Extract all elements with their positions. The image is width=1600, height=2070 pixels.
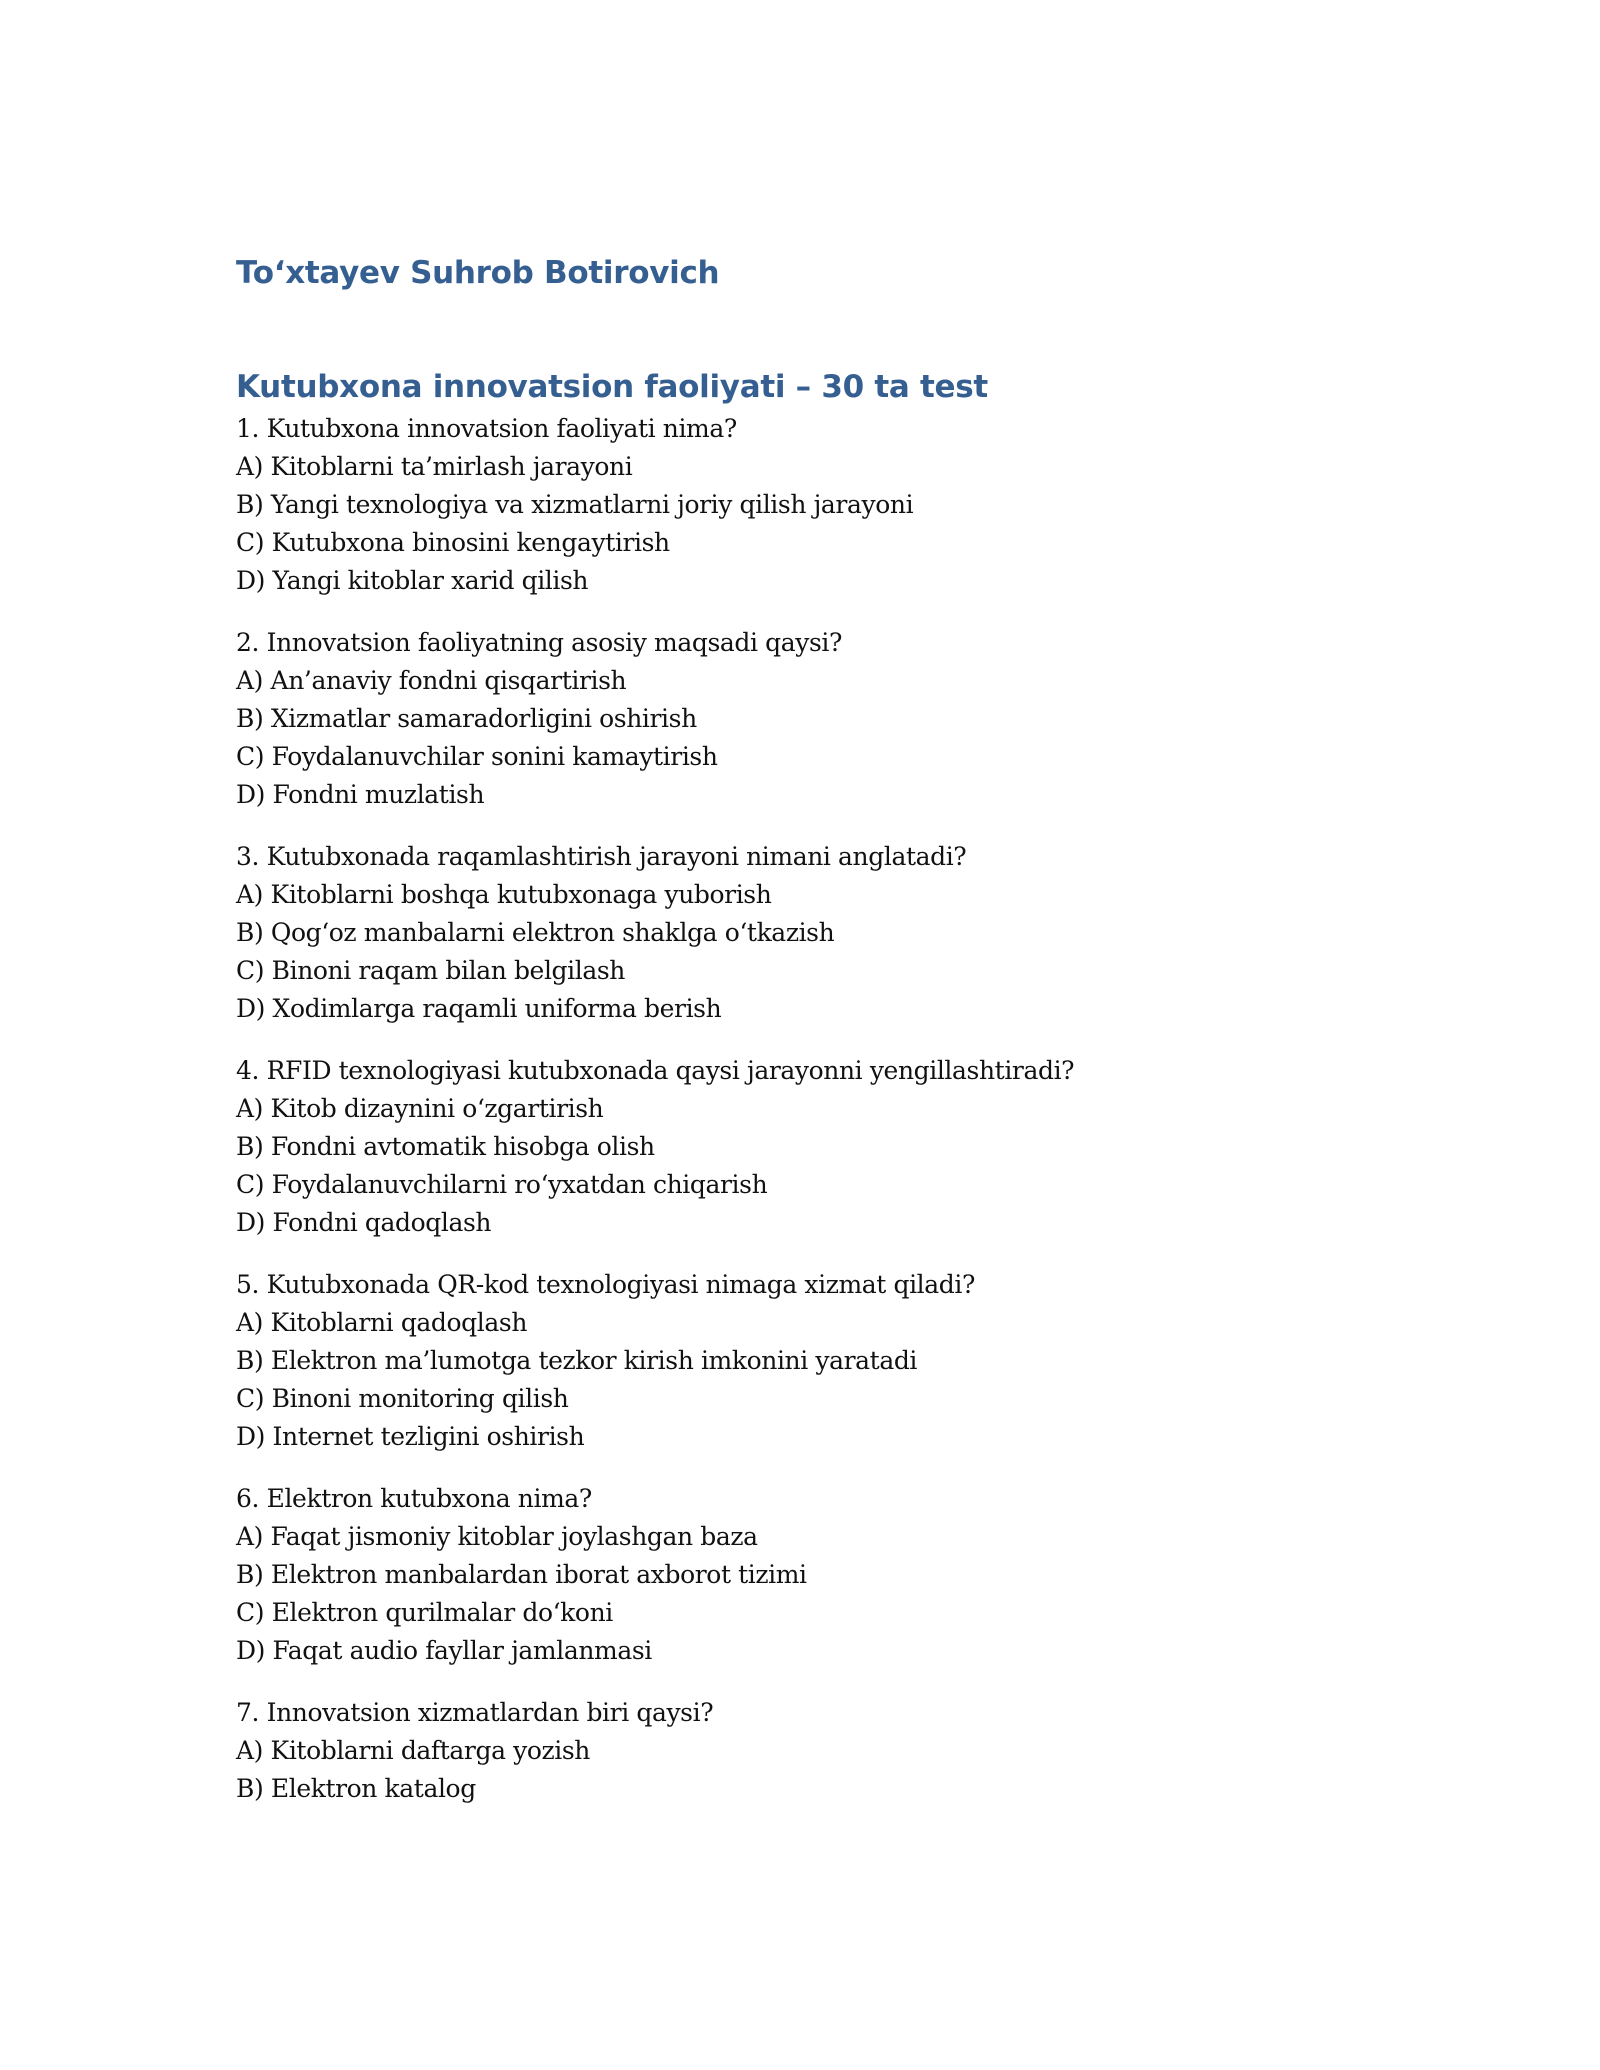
answer-option-c: C) Foydalanuvchilarni ro‘yxatdan chiqarish (236, 1170, 768, 1199)
question-text: 1. Kutubxona innovatsion faoliyati nima? (236, 414, 737, 443)
answer-option-d: D) Fondni muzlatish (236, 780, 485, 809)
answer-option-c: C) Foydalanuvchilar sonini kamaytirish (236, 742, 718, 771)
answer-option-c: C) Elektron qurilmalar do‘koni (236, 1598, 613, 1627)
question-text: 3. Kutubxonada raqamlashtirish jarayoni nimani anglatadi? (236, 842, 967, 871)
document-title: Kutubxona innovatsion faoliyati – 30 ta test (236, 369, 988, 405)
answer-option-a: A) Kitoblarni daftarga yozish (236, 1736, 591, 1765)
answer-option-a: A) Kitoblarni qadoqlash (236, 1308, 528, 1337)
answer-option-c: C) Binoni raqam bilan belgilash (236, 956, 625, 985)
question-text: 6. Elektron kutubxona nima? (236, 1484, 592, 1513)
question-block-4 (236, 1052, 1386, 1242)
answer-option-d: D) Fondni qadoqlash (236, 1208, 492, 1237)
question-block-3 (236, 838, 1386, 1028)
question-block-7 (236, 1694, 1386, 1808)
answer-option-b: B) Fondni avtomatik hisobga olish (236, 1132, 655, 1161)
answer-option-a: A) Kitoblarni ta’mirlash jarayoni (236, 452, 633, 481)
question-block-6 (236, 1480, 1386, 1670)
answer-option-a: A) Kitoblarni boshqa kutubxonaga yuborish (236, 880, 772, 909)
question-block-2 (236, 624, 1386, 814)
answer-option-a: A) Faqat jismoniy kitoblar joylashgan baza (236, 1522, 758, 1551)
answer-option-d: D) Yangi kitoblar xarid qilish (236, 566, 589, 595)
answer-option-b: B) Yangi texnologiya va xizmatlarni joriy qilish jarayoni (236, 490, 914, 519)
answer-option-b: B) Xizmatlar samaradorligini oshirish (236, 704, 697, 733)
answer-option-a: A) An’anaviy fondni qisqartirish (236, 666, 627, 695)
answer-option-a: A) Kitob dizaynini o‘zgartirish (236, 1094, 604, 1123)
question-text: 2. Innovatsion faoliyatning asosiy maqsadi qaysi? (236, 628, 842, 657)
answer-option-d: D) Internet tezligini oshirish (236, 1422, 585, 1451)
document-content (236, 252, 1386, 1832)
answer-option-b: B) Elektron ma’lumotga tezkor kirish imkonini yaratadi (236, 1346, 918, 1375)
answer-option-b: B) Qog‘oz manbalarni elektron shaklga o‘tkazish (236, 918, 835, 947)
question-block-1 (236, 410, 1386, 600)
question-text: 5. Kutubxonada QR-kod texnologiyasi nimaga xizmat qiladi? (236, 1270, 975, 1299)
answer-option-b: B) Elektron manbalardan iborat axborot tizimi (236, 1560, 807, 1589)
answer-option-b: B) Elektron katalog (236, 1774, 476, 1803)
answer-option-d: D) Xodimlarga raqamli uniforma berish (236, 994, 722, 1023)
question-text: 4. RFID texnologiyasi kutubxonada qaysi jarayonni yengillashtiradi? (236, 1056, 1075, 1085)
answer-option-d: D) Faqat audio fayllar jamlanmasi (236, 1636, 652, 1665)
answer-option-c: C) Kutubxona binosini kengaytirish (236, 528, 670, 557)
answer-option-c: C) Binoni monitoring qilish (236, 1384, 569, 1413)
author-heading: To‘xtayev Suhrob Botirovich (236, 255, 720, 291)
question-block-5 (236, 1266, 1386, 1456)
question-text: 7. Innovatsion xizmatlardan biri qaysi? (236, 1698, 714, 1727)
